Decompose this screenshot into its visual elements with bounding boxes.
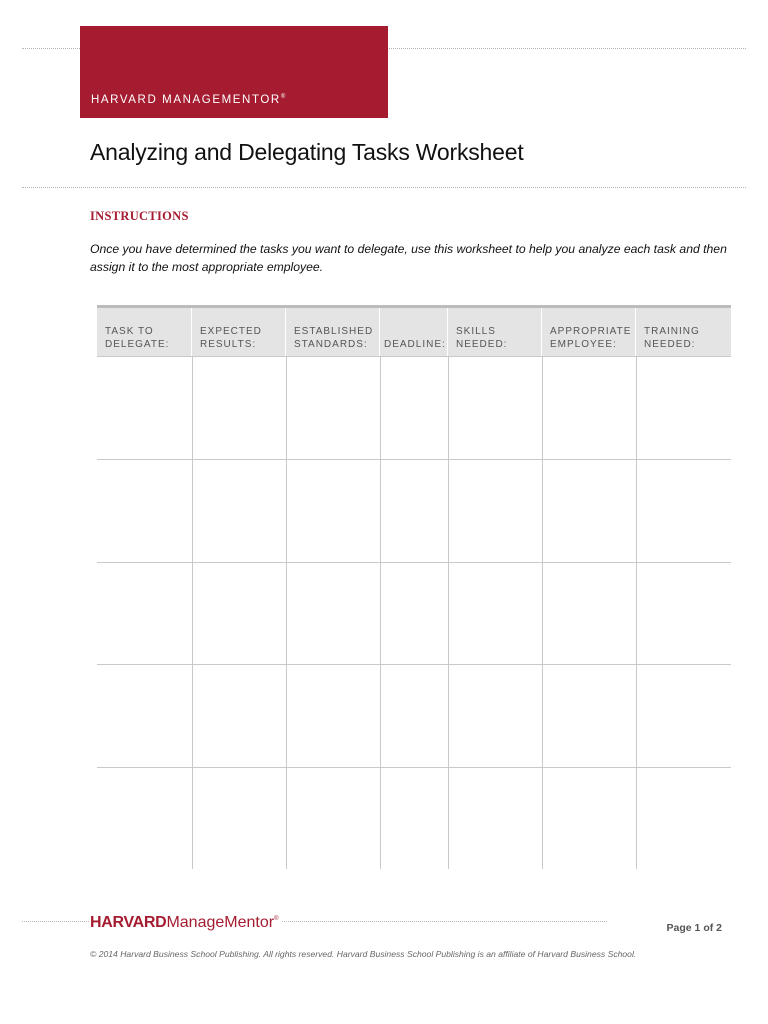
column-header-appropriate-employee: APPROPRIATE EMPLOYEE:	[542, 308, 636, 356]
copyright-notice: © 2014 Harvard Business School Publishing. All rights reserved. Harvard Business School Publishing is an affiliate of Harvard Business School.	[90, 949, 637, 959]
worksheet-row[interactable]	[97, 665, 731, 767]
worksheet-row[interactable]	[97, 768, 731, 869]
column-header-training-needed: TRAINING NEEDED:	[644, 326, 700, 350]
column-header-deadline: DEADLINE:	[380, 308, 448, 356]
brand-logo-text: HARVARD MANAGEMENTOR®	[91, 94, 286, 106]
column-header-skills-needed: SKILLS NEEDED:	[448, 308, 542, 356]
worksheet-row[interactable]	[97, 357, 731, 459]
column-header-expected-results: EXPECTED RESULTS:	[192, 308, 286, 356]
page-title: Analyzing and Delegating Tasks Worksheet	[90, 139, 524, 165]
worksheet-header-row	[97, 305, 731, 357]
instructions-text: Once you have determined the tasks you want to delegate, use this worksheet to help you analyze each task and then assign it to the most appropriate employee.	[90, 242, 727, 274]
worksheet-body	[97, 357, 731, 869]
column-header-task: TASK TO DELEGATE:	[97, 308, 192, 356]
footer-logo: HARVARDManageMentor®	[90, 914, 282, 932]
worksheet-row[interactable]	[97, 563, 731, 665]
column-header-established-standards: ESTABLISHED STANDARDS:	[286, 308, 380, 356]
page-number: Page 1 of 2	[666, 922, 722, 934]
title-divider	[22, 187, 746, 188]
worksheet-table	[97, 305, 731, 869]
instructions-heading: INSTRUCTIONS	[90, 209, 189, 223]
worksheet-row[interactable]	[97, 460, 731, 562]
brand-banner	[80, 26, 388, 118]
